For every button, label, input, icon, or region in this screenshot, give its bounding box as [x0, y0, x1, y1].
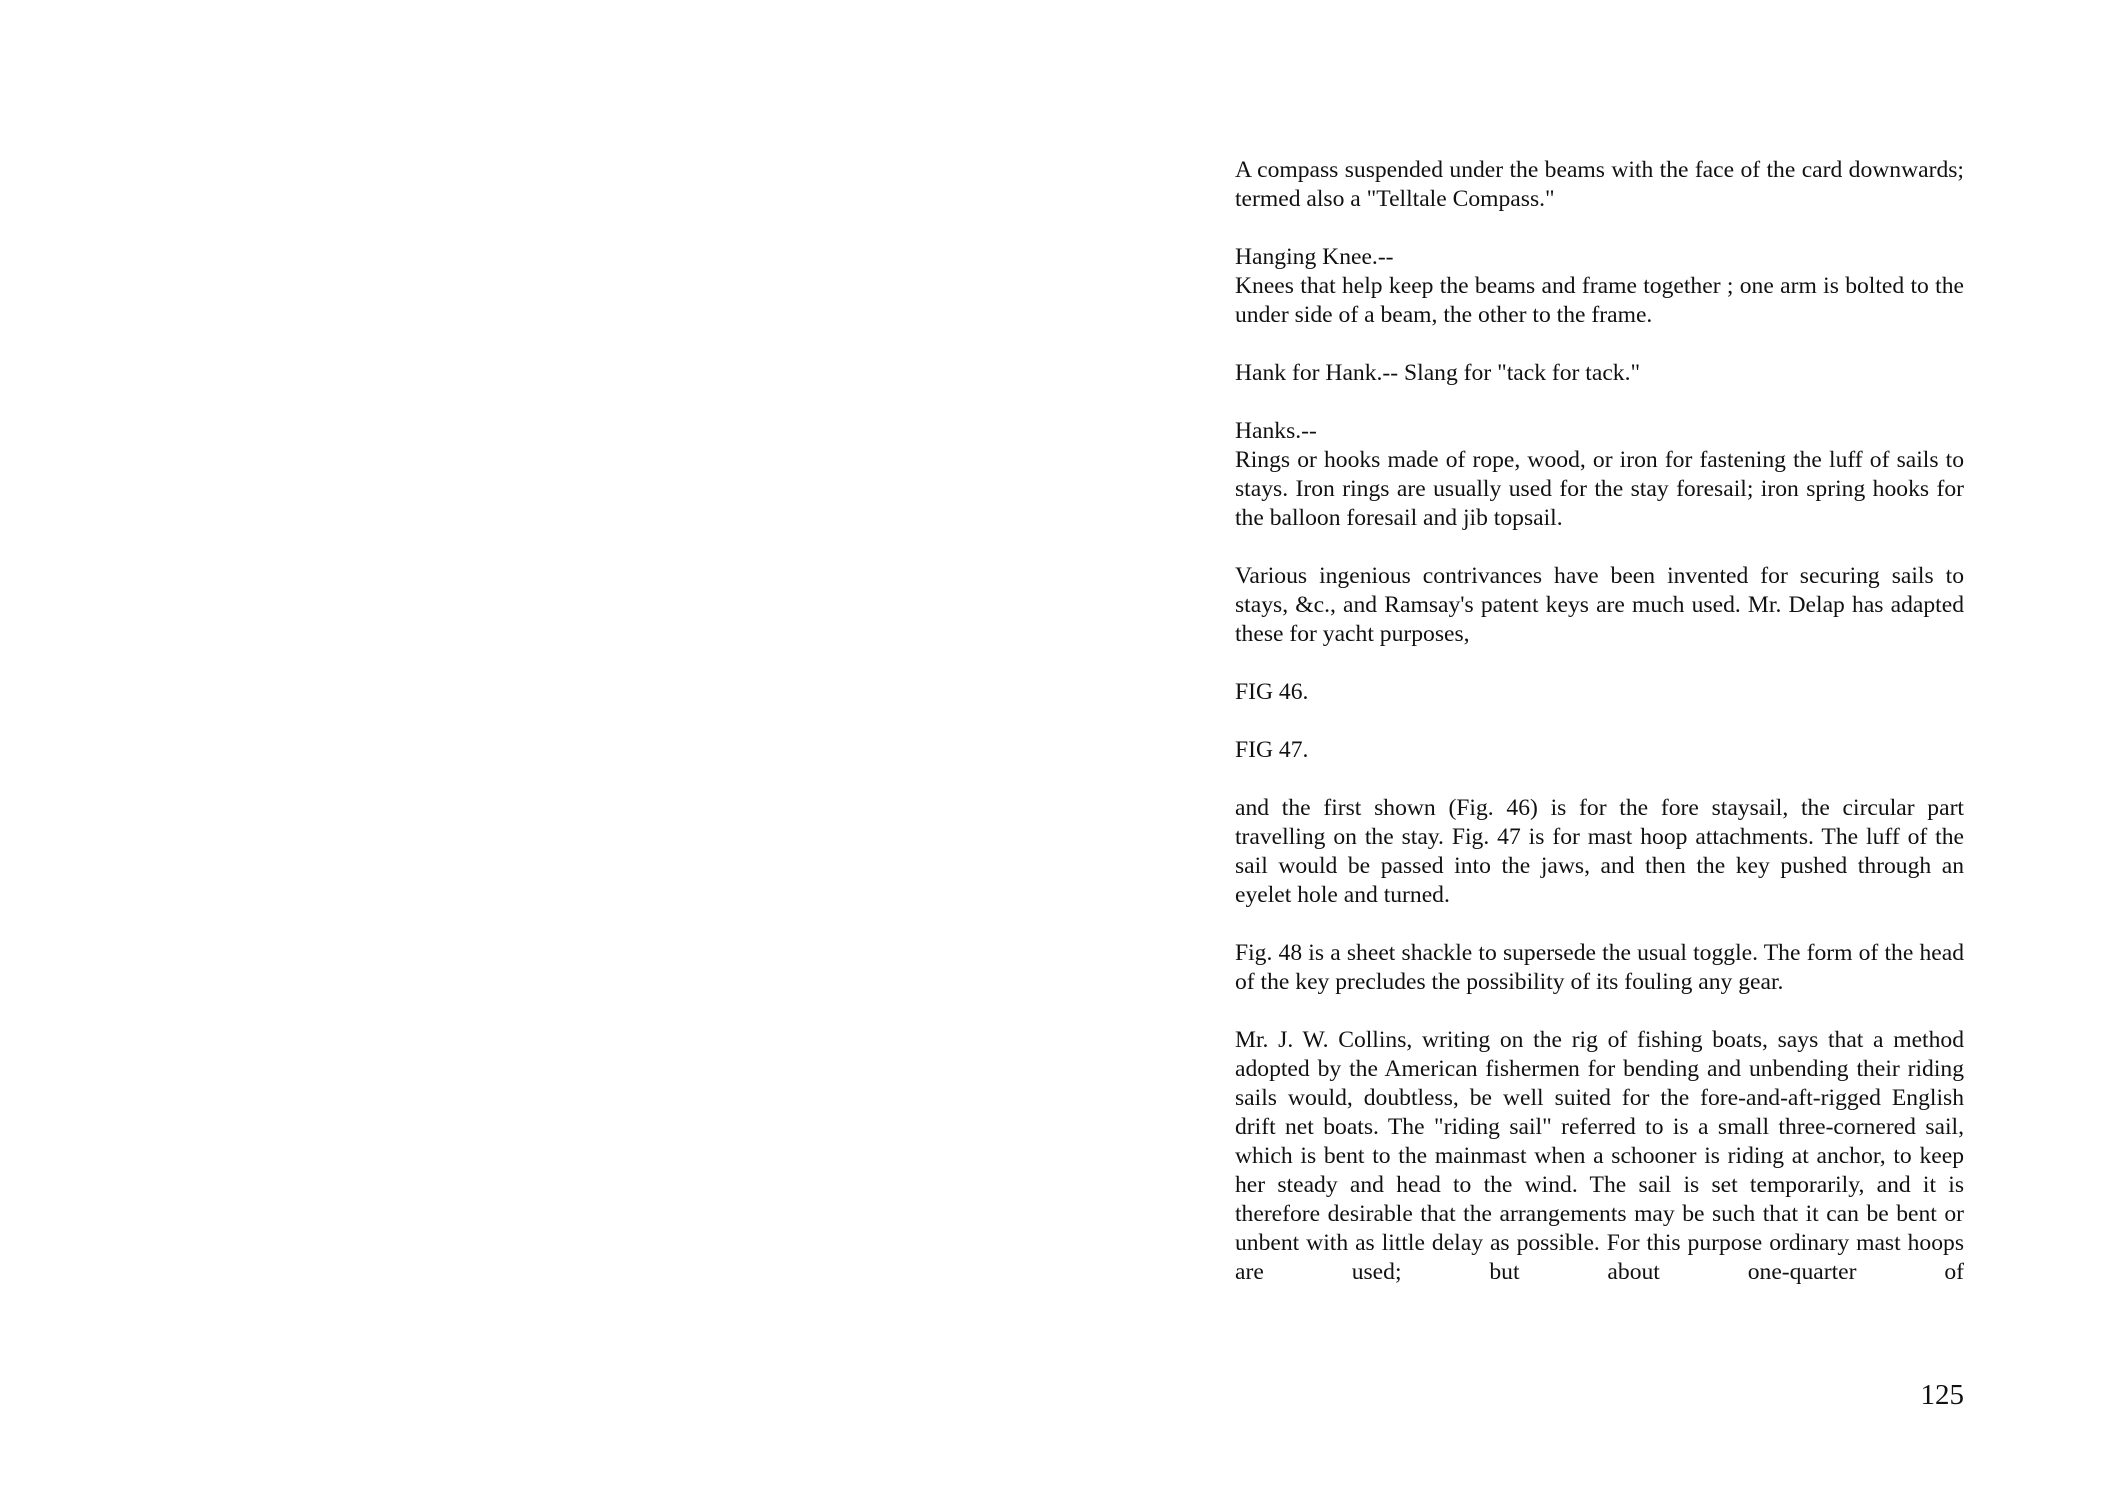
term-hanging-knee: Hanging Knee.--	[1235, 244, 1394, 270]
page-number: 125	[1920, 1379, 1964, 1411]
figure-caption-47: FIG 47.	[1235, 737, 1309, 763]
definition-hanging-knee: Knees that help keep the beams and frame together ; one arm is bolted to the under side of a beam, the other to the frame.	[1235, 273, 1964, 328]
figure-caption-46: FIG 46.	[1235, 679, 1309, 705]
paragraph-collins: Mr. J. W. Collins, writing on the rig of fishing boats, says that a method adopted by the American fishermen for bending and unbending their riding sails would, doubtless, be well suited for the fore-and-aft-rigged English drift net boats. The "riding sail" referred to is a small three-cornered sail, which is bent to the mainmast when a schooner is riding at anchor, to keep her steady and head to the wind. The sail is set temporarily, and it is therefore desirable that the arrangements may be such that it can be bent or unbent with as little delay as possible. For this purpose ordinary mast hoops are used; but about one-quarter of	[1235, 1027, 1964, 1285]
paragraph-telltale-compass: A compass suspended under the beams with the face of the card downwards; termed also a "Telltale Compass."	[1235, 157, 1964, 212]
term-hanks: Hanks.--	[1235, 418, 1317, 444]
paragraph-various-contrivances: Various ingenious contrivances have been invented for securing sails to stays, &c., and Ramsay's patent keys are much used. Mr. Delap has adapted these for yacht purposes,	[1235, 563, 1964, 647]
left-page-blank	[0, 0, 1052, 1489]
paragraph-fig-48: Fig. 48 is a sheet shackle to supersede the usual toggle. The form of the head of the key precludes the possibility of its fouling any gear.	[1235, 940, 1964, 995]
definition-hanks: Rings or hooks made of rope, wood, or iron for fastening the luff of sails to stays. Iron rings are usually used for the stay foresail; iron spring hooks for the balloon foresail and jib topsail.	[1235, 447, 1964, 531]
text-column	[1235, 156, 1964, 1287]
entry-hanging-knee	[1235, 243, 1964, 330]
entry-hank-for-hank: Hank for Hank.-- Slang for "tack for tack."	[1235, 360, 1641, 386]
paragraph-first-shown: and the first shown (Fig. 46) is for the fore staysail, the circular part travelling on the stay. Fig. 47 is for mast hoop attachments. The luff of the sail would be passed into the jaws, and then the key pushed through an eyelet hole and turned.	[1235, 795, 1964, 908]
entry-hanks	[1235, 417, 1964, 533]
